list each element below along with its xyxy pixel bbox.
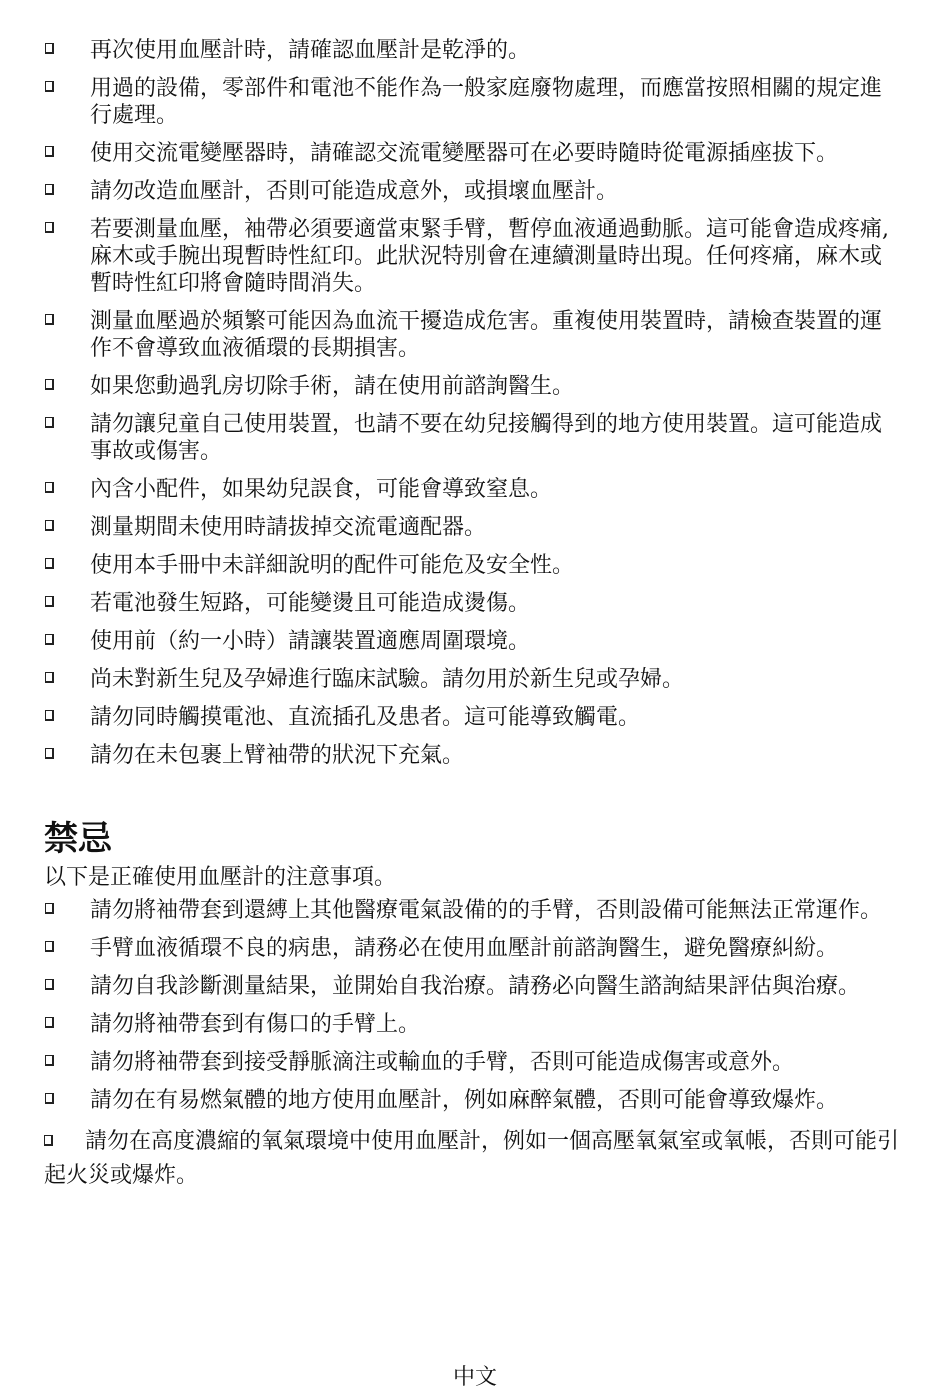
list-item xyxy=(0,935,950,962)
checkbox-icon xyxy=(45,596,54,607)
checkbox-icon xyxy=(45,1055,54,1066)
checkbox-icon xyxy=(45,1017,54,1028)
list-item-text: 內含小配件，如果幼兒誤食，可能會導致窒息。 xyxy=(90,477,553,502)
list-item-text: 請勿同時觸摸電池、直流插孔及患者。這可能導致觸電。 xyxy=(90,705,641,730)
list-item-text: 測量血壓過於頻繁可能因為血流干擾造成危害。重複使用裝置時，請檢查裝置的運作不會導致血液循環的長期損害。 xyxy=(90,309,883,361)
section-heading: 禁忌 xyxy=(44,819,112,859)
list-item xyxy=(0,1011,950,1038)
list-item xyxy=(0,590,950,617)
checkbox-icon xyxy=(45,379,54,390)
checkbox-icon xyxy=(45,903,54,914)
warnings-list xyxy=(0,37,950,780)
checkbox-icon xyxy=(45,81,54,92)
list-item xyxy=(0,514,950,541)
list-item-text: 手臂血液循環不良的病患，請務必在使用血壓計前諮詢醫生，避免醫療糾紛。 xyxy=(90,936,839,961)
list-item xyxy=(0,216,950,297)
page-footer-language: 中文 xyxy=(452,1365,497,1390)
list-item xyxy=(0,75,950,129)
list-item-text: 請勿在高度濃縮的氧氣環境中使用血壓計，例如一個高壓氧氣室或氧帳，否則可能引起火災或爆炸。 xyxy=(44,1129,900,1188)
checkbox-icon xyxy=(45,184,54,195)
checkbox-icon xyxy=(44,1135,53,1146)
section-intro: 以下是正確使用血壓計的注意事項。 xyxy=(44,865,397,890)
checkbox-icon xyxy=(45,672,54,683)
list-item xyxy=(0,37,950,64)
checkbox-icon xyxy=(45,222,54,233)
list-item-text: 請勿自我診斷測量結果，並開始自我治療。請務必向醫生諮詢結果評估與治療。 xyxy=(90,974,861,999)
checkbox-icon xyxy=(45,710,54,721)
checkbox-icon xyxy=(45,417,54,428)
list-item xyxy=(0,628,950,655)
list-item-text: 如果您動過乳房切除手術，請在使用前諮詢醫生。 xyxy=(90,374,575,399)
contraindications-section xyxy=(0,818,950,1193)
list-item-text: 請勿在有易燃氣體的地方使用血壓計，例如麻醉氣體，否則可能會導致爆炸。 xyxy=(90,1088,839,1113)
list-item xyxy=(0,140,950,167)
checkbox-icon xyxy=(45,558,54,569)
checkbox-icon xyxy=(45,1093,54,1104)
list-item-text: 再次使用血壓計時，請確認血壓計是乾淨的。 xyxy=(90,38,531,63)
list-item-text: 若要測量血壓，袖帶必須要適當束緊手臂，暫停血液通過動脈。這可能會造成疼痛,麻木或手腕出現暫時性紅印。此狀況特別會在連續測量時出現。任何疼痛，麻木或暫時性紅印將會隨時間消失。 xyxy=(90,217,889,296)
list-item xyxy=(0,552,950,579)
list-item-text: 尚未對新生兒及孕婦進行臨床試驗。請勿用於新生兒或孕婦。 xyxy=(90,667,685,692)
list-item xyxy=(0,476,950,503)
list-item-text: 測量期間未使用時請拔掉交流電適配器。 xyxy=(90,515,487,540)
list-item xyxy=(0,1049,950,1076)
list-item xyxy=(0,704,950,731)
list-item xyxy=(0,373,950,400)
list-item-text: 請勿讓兒童自己使用裝置，也請不要在幼兒接觸得到的地方使用裝置。這可能造成事故或傷害。 xyxy=(90,412,883,464)
list-item xyxy=(0,897,950,924)
list-item xyxy=(0,178,950,205)
list-item-text: 請勿改造血壓計，否則可能造成意外，或損壞血壓計。 xyxy=(90,179,619,204)
list-item-text: 請勿將袖帶套到有傷口的手臂上。 xyxy=(90,1012,421,1037)
checkbox-icon xyxy=(45,634,54,645)
checkbox-icon xyxy=(45,520,54,531)
list-item-text: 請勿在未包裹上臂袖帶的狀況下充氣。 xyxy=(90,743,465,768)
list-item-text: 若電池發生短路，可能變燙且可能造成燙傷。 xyxy=(90,591,531,616)
checkbox-icon xyxy=(45,43,54,54)
list-item xyxy=(0,308,950,362)
list-item-last xyxy=(0,1125,950,1193)
list-item-text: 用過的設備，零部件和電池不能作為一般家庭廢物處理，而應當按照相關的規定進行處理。 xyxy=(90,76,883,128)
list-item-text: 請勿將袖帶套到接受靜脈滴注或輸血的手臂，否則可能造成傷害或意外。 xyxy=(90,1050,795,1075)
checkbox-icon xyxy=(45,979,54,990)
contraindications-list xyxy=(0,897,950,1114)
checkbox-icon xyxy=(45,482,54,493)
list-item-text: 使用本手冊中未詳細說明的配件可能危及安全性。 xyxy=(90,553,575,578)
checkbox-icon xyxy=(45,146,54,157)
list-item xyxy=(0,666,950,693)
list-item-text: 使用前（約一小時）請讓裝置適應周圍環境。 xyxy=(90,629,531,654)
list-item xyxy=(0,742,950,769)
list-item xyxy=(0,973,950,1000)
list-item-text: 請勿將袖帶套到還縛上其他醫療電氣設備的的手臂，否則設備可能無法正常運作。 xyxy=(90,898,883,923)
checkbox-icon xyxy=(45,941,54,952)
list-item xyxy=(0,1087,950,1114)
list-item xyxy=(0,411,950,465)
checkbox-icon xyxy=(45,314,54,325)
list-item-text: 使用交流電變壓器時，請確認交流電變壓器可在必要時隨時從電源插座拔下。 xyxy=(90,141,839,166)
checkbox-icon xyxy=(45,748,54,759)
